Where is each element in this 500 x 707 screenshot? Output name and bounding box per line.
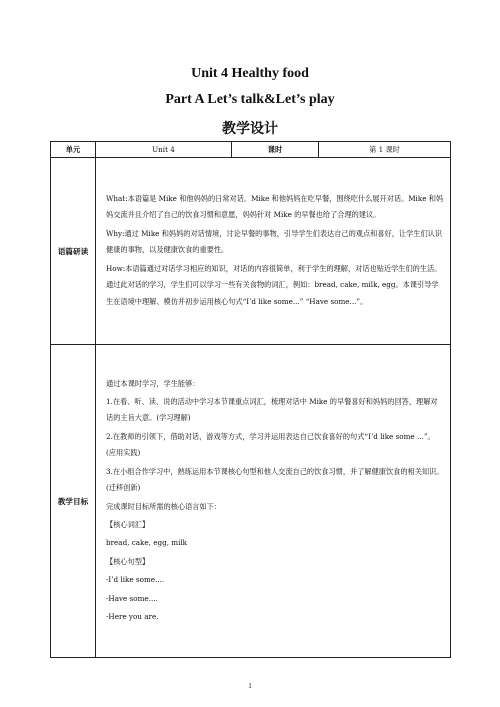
sentence-1: -I’d like some.... (106, 575, 165, 585)
goals-intro: 通过本课时学习，学生能够： (106, 378, 200, 388)
text-analysis-label: 语篇研读 (51, 158, 96, 345)
teaching-goals-label: 教学目标 (51, 345, 96, 658)
unit-label: 单元 (51, 142, 96, 158)
vocab-list: bread, cake, egg, milk (106, 538, 188, 548)
goal-1: 1.在看、听、读、说的活动中学习本节课重点词汇，梳理对话中 Mike 的早餐喜好和妈妈的回答，理解对话的主旨大意。(学习理解) (106, 397, 438, 423)
teaching-goals-content (96, 345, 451, 658)
design-heading: 教学设计 (222, 121, 278, 137)
goal-2: 2.在教师的引领下，借助对话，游戏等方式，学习并运用表达自己饮食喜好的句式“I’d like some ...”。(应用实践) (106, 431, 435, 458)
goal-3: 3.在小组合作学习中，熟练运用本节课核心句型和他人交流自己的饮食习惯，并了解健康饮食的相关知识。(迁移创新) (106, 466, 444, 493)
sentence-2: -Have some.... (106, 593, 158, 603)
page-number: 1 (248, 682, 252, 690)
teaching-goals-row (51, 345, 451, 658)
unit-value: Unit 4 (96, 142, 232, 158)
how-paragraph: How:本语篇通过对话学习相应的知识，对话的内容很简单，利于学生的理解，对话也贴近学生们的生活。通过此对话的学习，学生们可以学习一些有关食物的词汇，例如：bread, cake, milk, egg。本课引导学生在语境中理解、模仿并初步运用核心句式“I’d like some...” “Have some...”。 (106, 263, 442, 306)
vocab-heading: 【核心词汇】 (106, 519, 150, 529)
table-header-row (51, 142, 451, 158)
core-language-intro: 完成课时目标所需的核心语言如下： (106, 501, 222, 511)
period-value: 第 1 课时 (319, 142, 451, 158)
sentence-3: -Here you are. (106, 611, 159, 621)
lesson-subtitle: Part A Let’s talk&Let’s play (165, 92, 335, 107)
document-title: Unit 4 Healthy food (191, 66, 309, 81)
lesson-design-table (50, 141, 451, 658)
why-paragraph: Why:通过 Mike 和妈妈的对话情境，讨论早餐的事物，引导学生们表达自己的观点和喜好，让学生们认识健康的事物，以及健康饮食的重要性。 (106, 228, 443, 255)
what-paragraph: What:本语篇是 Mike 和他妈妈的日常对话。Mike 和他妈妈在吃早餐，围绕吃什么展开对话。Mike 和妈妈交流并且介绍了自己的饮食习惯和意愿，妈妈针对 Mike 的早餐也给了合理的建议。 (106, 194, 444, 220)
sentence-heading: 【核心句型】 (106, 556, 150, 566)
text-analysis-row (51, 158, 451, 345)
period-label: 课时 (232, 142, 319, 158)
text-analysis-content (96, 158, 451, 345)
